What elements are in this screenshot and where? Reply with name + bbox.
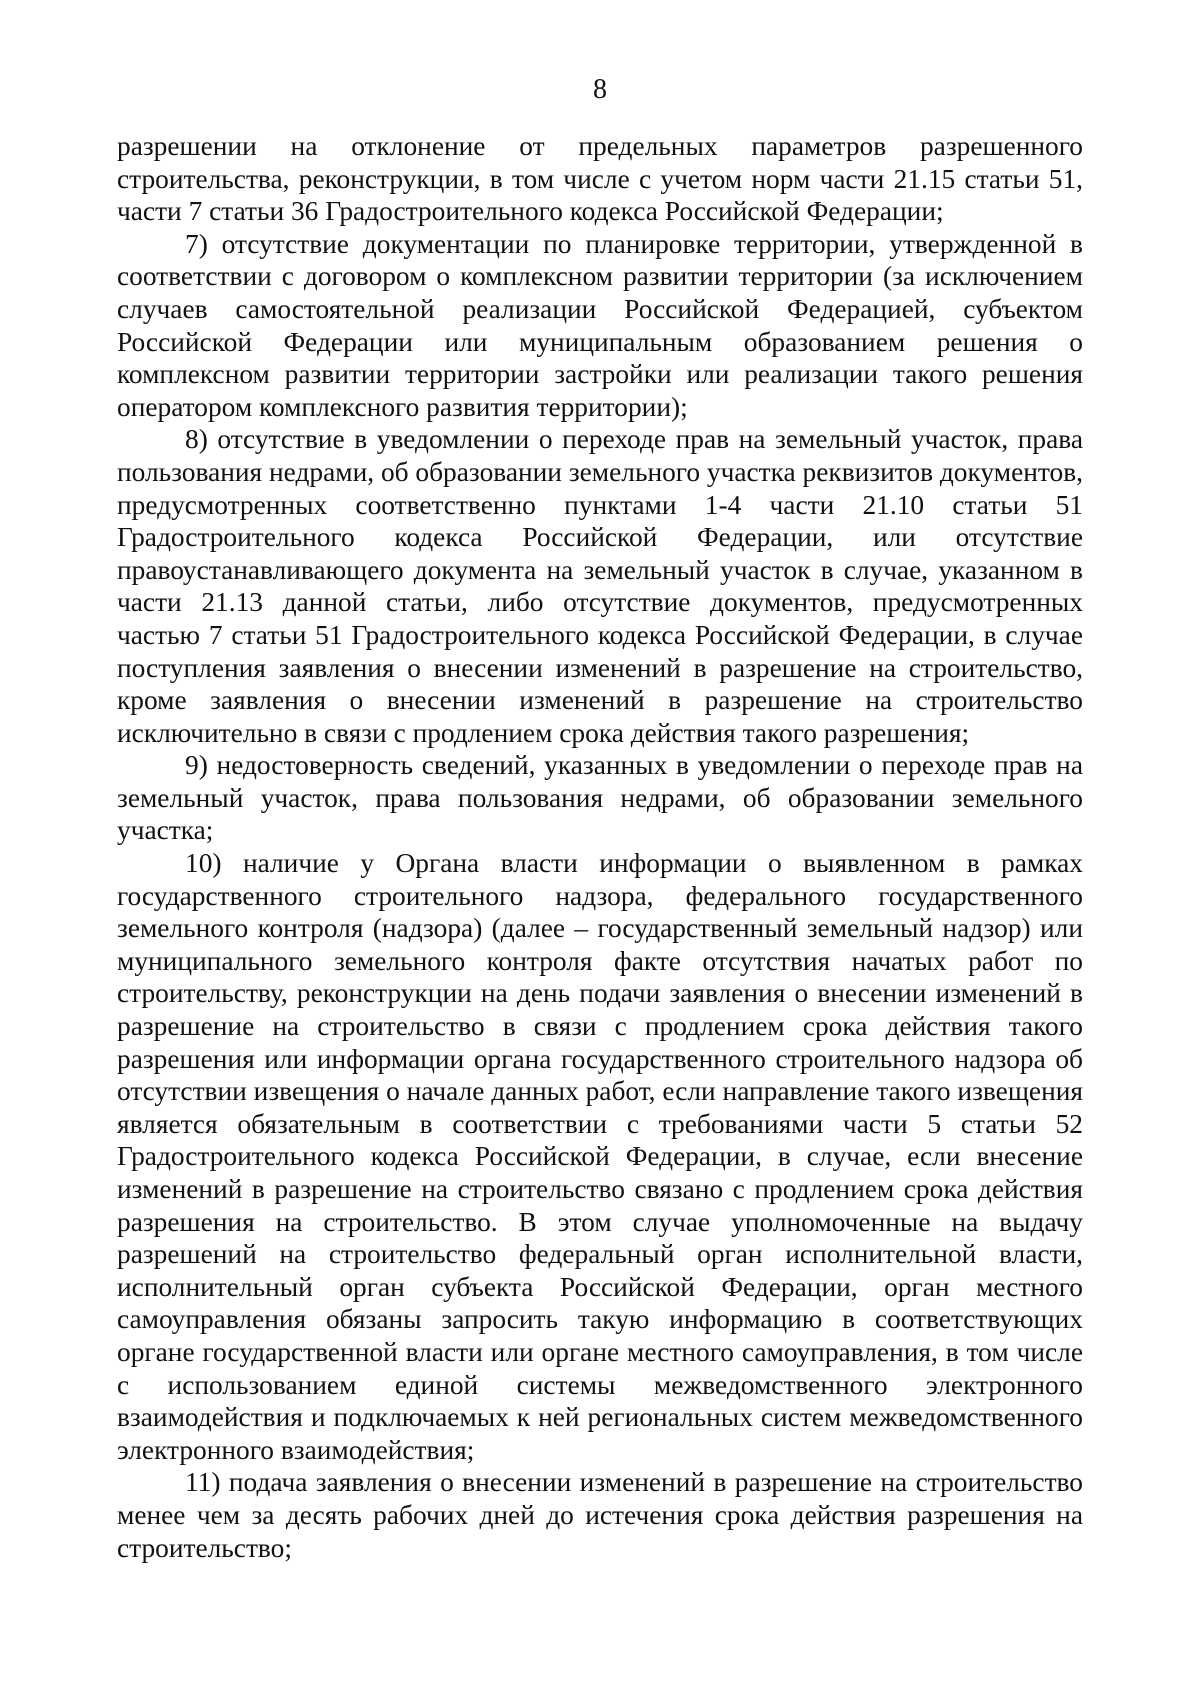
document-body (117, 130, 1083, 1564)
paragraph-item-7: 7) отсутствие документации по планировке территории, утвержденной в соответствии с договором о комплексном развитии территории (за исключением случаев самостоятельной реализации Российской Федерацией, субъектом Российской Федерации или муниципальным образованием решения о комплексном развитии территории застройки или реализации такого решения оператором комплексного развития территории); (117, 228, 1083, 422)
paragraph-item-10: 10) наличие у Органа власти информации о выявленном в рамках государственного строительного надзора, федерального государственного земельного контроля (надзора) (далее – государственный земельный надзор) или муниципального земельного контроля факте отсутствия начатых работ по строительству, реконструкции на день подачи заявления о внесении изменений в разрешение на строительство в связи с продлением срока действия такого разрешения или информации органа государственного строительного надзора об отсутствии извещения о начале данных работ, если направление такого извещения является обязательным в соответствии с требованиями части 5 статьи 52 Градостроительного кодекса Российской Федерации, в случае, если внесение изменений в разрешение на строительство связано с продлением срока действия разрешения на строительство. В этом случае уполномоченные на выдачу разрешений на строительство федеральный орган исполнительной власти, исполнительный орган субъекта Российской Федерации, орган местного самоуправления обязаны запросить такую информацию в соответствующих органе государственной власти или органе местного самоуправления, в том числе с использованием единой системы межведомственного электронного взаимодействия и подключаемых к ней региональных систем межведомственного электронного взаимодействия; (117, 848, 1083, 1465)
paragraph-item-8: 8) отсутствие в уведомлении о переходе прав на земельный участок, права пользования недрами, об образовании земельного участка реквизитов документов, предусмотренных соответственно пунктами 1-4 части 21.10 статьи 51 Градостроительного кодекса Российской Федерации, или отсутствие правоустанавливающего документа на земельный участок в случае, указанном в части 21.13 данной статьи, либо отсутствие документов, предусмотренных частью 7 статьи 51 Градостроительного кодекса Российской Федерации, в случае поступления заявления о внесении изменений в разрешение на строительство, кроме заявления о внесении изменений в разрешение на строительство исключительно в связи с продлением срока действия такого разрешения; (117, 424, 1083, 748)
page-number: 8 (593, 74, 607, 105)
paragraph-item-9: 9) недостоверность сведений, указанных в уведомлении о переходе прав на земельный участок, права пользования недрами, об образовании земельного участка; (117, 750, 1083, 846)
paragraph-item-11: 11) подача заявления о внесении изменений в разрешение на строительство менее чем за десять рабочих дней до истечения срока действия разрешения на строительство; (117, 1467, 1083, 1563)
paragraph-continuation: разрешении на отклонение от предельных параметров разрешенного строительства, реконструкции, в том числе с учетом норм части 21.15 статьи 51, части 7 статьи 36 Градостроительного кодекса Российской Федерации; (117, 131, 1083, 227)
